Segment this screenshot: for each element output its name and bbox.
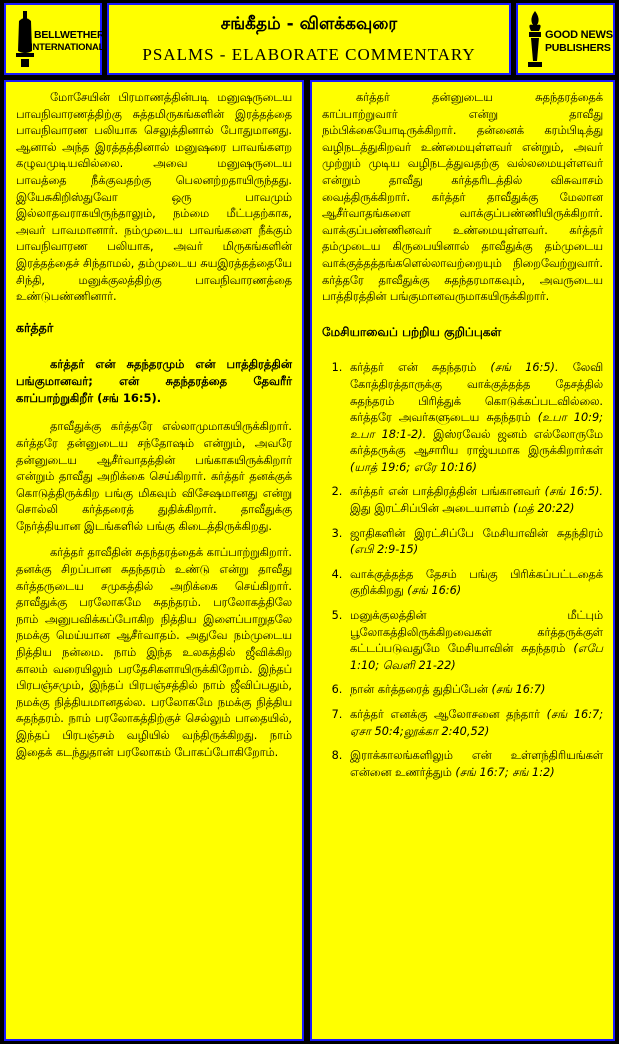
logo-left-line1: BELLWETHER [34, 29, 105, 41]
note-item [346, 567, 603, 600]
note-text: மனுக்குலத்தின் மீட்பும் பூலோகத்திலிருக்கிறவைகள் கர்த்தருக்குள் கட்டப்படுவதுமே மேசியாவின் சுதந்தரம் [350, 609, 603, 656]
note-item [346, 484, 603, 517]
note-reference: (சங் 16:7) [487, 683, 546, 697]
left-column [4, 80, 304, 1041]
note-reference: (சங் 16:5). [540, 485, 604, 499]
left-paragraph-2: தாவீதுக்கு கர்த்தரே எல்லாமுமாகயிருக்கிறார். கர்த்தரே தன்னுடைய சந்தோஷம் என்றும், அவரே தன்னுடைய ஆசீர்வாதத்தின் பங்காகயிருக்கிறார் என்றும் தாவீது அறிக்கை செய்கிறார். கர்த்தர் தனக்குக் கொடுத்திருக்கிற பங்கு மிகவும் விசேஷமானது என்று சொல்லி கர்த்தரைத் துதிக்கிறார். தாவீதுக்கு நேர்த்தியான இடங்களில் பங்கு கிடைத்திருக்கிறது. [16, 420, 292, 533]
note-text: கர்த்தர் என் பாத்திரத்தின் பங்கானவர் [350, 485, 541, 499]
left-paragraph-1: மோசேயின் பிரமாணத்தின்படி மனுஷருடைய பாவநிவாரணத்திற்கு சுத்தமிருகங்களின் இரத்தத்தை பாவநிவாரண பலியாக செலுத்தினால் போதுமானது. ஆனால் அந்த இரத்தத்தினால் மனுஷரை பாவங்களற கழுவமுடியவில்லை. அவை மனுஷருடைய பாவத்தை நீக்குவதற்கு பெலனற்றதாயிருந்தது. இயேசுகிறிஸ்துவோ ஒரு பாவமும் இல்லாதவராகயிருந்தாலும், நம்மை மீட்பதற்காக, அவர் பாவமானார். நம்முடைய பாவங்களை நீக்கும் பாவநிவாரண பலியாக, அவர் மிருகங்களின் இரத்தத்தைச் சிந்தாமல், தம்முடைய சுயஇரத்தத்தையே சிந்தி, மனுக்குலத்திற்கு பாவநிவாரணத்தை உண்டுபண்ணினார். [16, 91, 292, 304]
note-reference: (மத் 20:22) [509, 502, 575, 516]
note-text: லேவி கோத்திரத்தாருக்கு வாக்குத்தத்த தேசத்தில் சுதந்தரம் பிரித்துக் கொடுக்கப்படவில்லை. கர்த்தரே அவர்களுடைய சுதந்தரம் [350, 361, 604, 425]
header-title-tamil: சங்கீதம் - விளக்கவுரை [220, 14, 398, 34]
note-text: வாக்குத்தத்த தேசம் பங்கு பிரிக்கப்பட்டதைக் குறிக்கிறது [350, 567, 603, 598]
logo-left-line2: INTERNATIONAL [30, 42, 105, 53]
logo-right-line1: GOOD NEWS [545, 29, 613, 41]
note-reference: (யாத் 19:6; எரே 10:16) [350, 460, 477, 474]
note-reference: (எபே 1:10; வெளி 21-22) [350, 642, 603, 672]
right-paragraph-1: கர்த்தர் தன்னுடைய சுதந்தரத்தைக் காப்பாற்றுவார் என்று தாவீது நம்பிக்கையோடிருக்கிறார். தன்னைக் கரம்பிடித்து வழிநடத்துகிறவர் உண்மையுள்ளவர் என்றும், அவர் முற்றும் முடிய வழிநடத்துவதற்கு வல்லமையுள்ளவர் என்றும் தாவீது கர்த்தரிடத்தில் விசுவாசம் வைத்திருக்கிறார். கர்த்தர் தாவீதுக்கு மேலான ஆசீர்வாதங்களை வாக்குப்பண்ணியிருக்கிறார். வாக்குப்பண்ணினவர் உண்மையுள்ளவர். கர்த்தர் தம்முடைய கிருபையினால் தாவீதுக்கு தம்முடைய வாக்குத்தத்தங்களெல்லாவற்றையும் நிறைவேற்றுவார். கர்த்தரே தாவீதுக்கு சுதந்தரமாகவும், அவருடைய பாத்திரத்தின் பங்குமானவருமாகயிருக்கிறார். [322, 91, 603, 304]
bellwether-logo [4, 3, 105, 75]
left-paragraph-3: கர்த்தர் தாவீதின் சுதந்தரத்தைக் காப்பாற்றுகிறார். தனக்கு சிறப்பான சுதந்தரம் உண்டு என்று தாவீது கர்த்தருடைய சமுகத்தில் அறிக்கை செய்கிறார். தாவீதுக்கு பரலோகமே சுதந்தரம். பரலோகத்திலே நாம் அனுபவிக்கப்போகிற நித்திய இளைப்பாறுதலே நமக்கு மெய்யான ஆசீர்வாதம். அதுவே நம்முடைய நித்திய நன்மை. நாம் இந்த உலகத்தில் ஜீவிக்கிற காலம் வரையிலும் பரதேசிகளாயிருக்கிறோம். இந்தப் பிரபஞ்சமும், இந்தப் பிரபஞ்சத்தில் நாம் ஜீவிப்பதும், நமக்கு நித்தியமானதல்ல. பரலோகமே நமக்கு நித்திய சுதந்தரம். நாம் பரலோகத்திற்குச் செல்லும் பாதையில், இந்தப் பிரபஞ்சம் வழியில் வந்திருக்கிறது. நாம் இதைக் கடந்துதான் பரலோகம் போகப்போகிறோம். [16, 546, 292, 759]
note-text: இஸ்ரவேல் ஜனம் எல்லோருமே கர்த்தருக்கு ஆசாரிய ராஜ்யமாக இருக்கிறார்கள் [350, 427, 603, 458]
note-reference: (எபி 2:9-15) [350, 543, 419, 557]
note-text: இராக்காலங்களிலும் என் உள்ளந்திரியங்கள் என்னை உணர்த்தும் [350, 749, 603, 779]
good-news-logo [516, 3, 615, 75]
section-heading: கர்த்தர் [16, 319, 54, 335]
note-item [346, 526, 603, 559]
note-text: கர்த்தர் எனக்கு ஆலோசனை தந்தார் [350, 708, 540, 721]
logo-right-line2: PUBLISHERS [545, 42, 611, 54]
note-item [346, 748, 603, 781]
note-reference: (சங் 16:7; சங் 1:2) [451, 765, 555, 779]
right-column [310, 80, 615, 1041]
note-text: கர்த்தர் என் சுதந்தரம் [350, 361, 477, 375]
page-header [107, 3, 511, 75]
note-item [346, 682, 603, 699]
note-text: இது இரட்சிப்பின் அடையாளம் [350, 502, 510, 516]
notes-heading: மேசியாவைப் பற்றிய குறிப்புகள் [322, 324, 502, 339]
note-item [346, 360, 603, 476]
note-text: நான் கர்த்தரைத் துதிப்பேன் [350, 683, 488, 697]
note-reference: (சங் 16:7; ஏசா 50:4;லூக்கா 2:40,52) [350, 708, 603, 738]
torch-icon [525, 11, 545, 69]
note-reference: (சங் 16:6) [403, 584, 462, 598]
note-reference: (சங் 16:5). [476, 361, 559, 375]
note-text: ஜாதிகளின் இரட்சிப்பே மேசியாவின் சுதந்திரம் [350, 526, 603, 540]
scripture-quote: கர்த்தர் என் சுதந்தரமும் என் பாத்திரத்தின் பங்குமானவர்; என் சுதந்தரத்தை தேவரீர் காப்பாற்றுகிறீர் (சங் 16:5). [16, 357, 292, 406]
note-item [346, 608, 603, 674]
header-title-english: PSALMS - ELABORATE COMMENTARY [142, 45, 476, 64]
note-item [346, 707, 603, 740]
bell-icon [15, 11, 35, 69]
messiah-notes-list [322, 360, 603, 781]
note-reference: (உபா 10:9; உபா 18:1-2). [350, 411, 603, 441]
